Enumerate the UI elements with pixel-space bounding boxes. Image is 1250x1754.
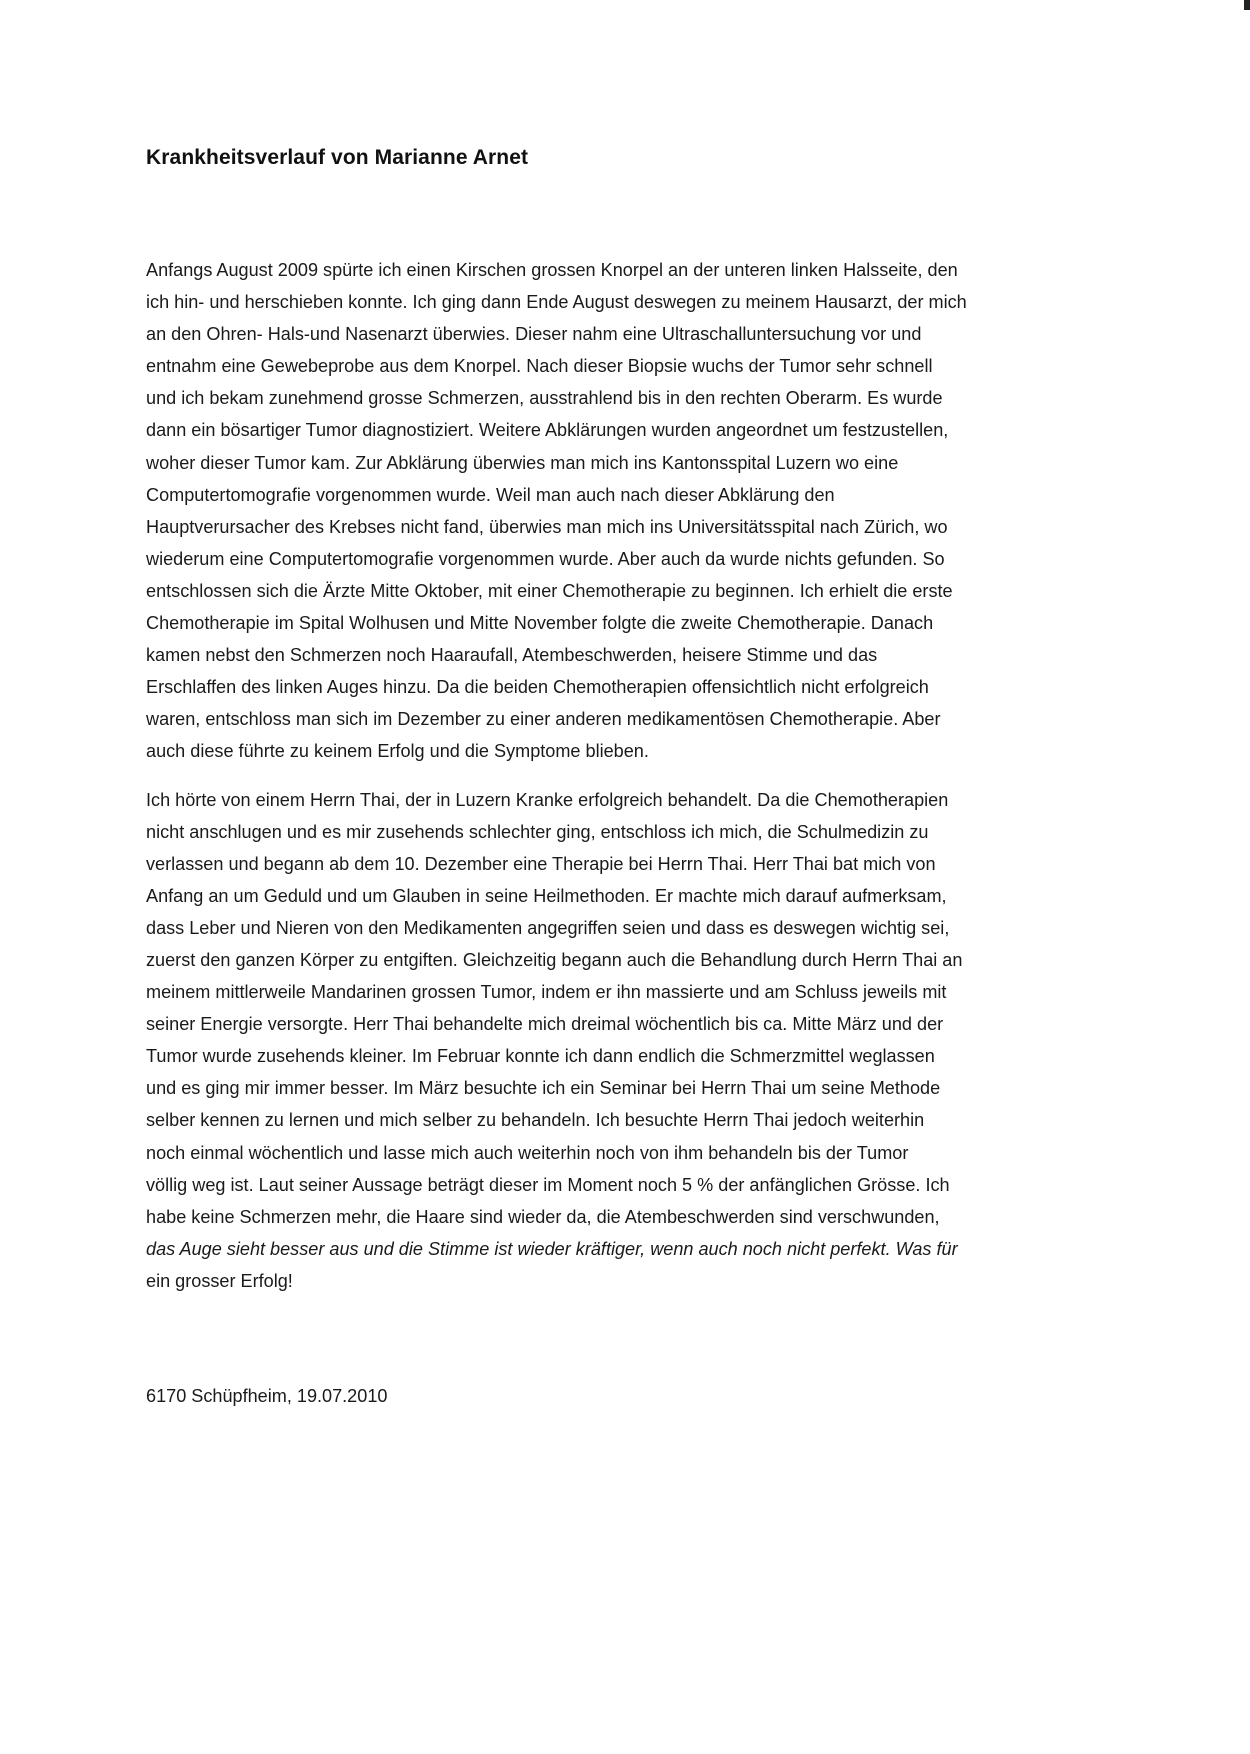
text-line: Tumor wurde zusehends kleiner. Im Februar konnte ich dann endlich die Schmerzmittel weglassen [146, 1046, 935, 1067]
text-line: Anfangs August 2009 spürte ich einen Kirschen grossen Knorpel an der unteren linken Halsseite, den [146, 260, 958, 280]
paragraph-2 [146, 784, 1096, 1298]
place-and-date: 6170 Schüpfheim, 19.07.2010 [146, 1386, 388, 1406]
document-title: Krankheitsverlauf von Marianne Arnet [146, 146, 529, 169]
text-line: Anfang an um Geduld und um Glauben in seine Heilmethoden. Er machte mich darauf aufmerksam, [146, 885, 947, 906]
text-line: verlassen und begann ab dem 10. Dezember eine Therapie bei Herrn Thai. Herr Thai bat mich von [146, 853, 936, 874]
text-line: an den Ohren- Hals-und Nasenarzt überwies. Dieser nahm eine Ultraschalluntersuchung vor und [146, 324, 922, 345]
text-line: ich hin- und herschieben konnte. Ich ging dann Ende August deswegen zu meinem Hausarzt, der mich [146, 292, 967, 313]
text-line: Ich hörte von einem Herrn Thai, der in Luzern Kranke erfolgreich behandelt. Da die Chemotherapien [146, 789, 949, 810]
text-line: waren, entschloss man sich im Dezember zu einer anderen medikamentösen Chemotherapie. Aber [146, 709, 941, 730]
text-line: entnahm eine Gewebeprobe aus dem Knorpel. Nach dieser Biopsie wuchs der Tumor sehr schnell [146, 356, 933, 377]
text-line: völlig weg ist. Laut seiner Aussage beträgt dieser im Moment noch 5 % der anfänglichen Grösse. Ich [146, 1174, 950, 1195]
text-line: zuerst den ganzen Körper zu entgiften. Gleichzeitig begann auch die Behandlung durch Herrn Thai an [146, 949, 963, 970]
text-line: nicht anschlugen und es mir zusehends schlechter ging, entschloss ich mich, die Schulmedizin zu [146, 821, 929, 842]
text-line: kamen nebst den Schmerzen noch Haaraufall, Atembeschwerden, heisere Stimme und das [146, 645, 878, 666]
text-line: Chemotherapie im Spital Wolhusen und Mitte November folgte die zweite Chemotherapie. Danach [146, 613, 934, 634]
text-line: Computertomografie vorgenommen wurde. Weil man auch nach dieser Abklärung den [146, 484, 835, 505]
text-line: das Auge sieht besser aus und die Stimme ist wieder kräftiger, wenn auch noch nicht perfekt. Was für [146, 1238, 958, 1259]
text-line: selber kennen zu lernen und mich selber zu behandeln. Ich besuchte Herrn Thai jedoch weiterhin [146, 1110, 925, 1131]
text-line: Erschlaffen des linken Auges hinzu. Da die beiden Chemotherapien offensichtlich nicht erfolgreich [146, 677, 929, 698]
document-body [146, 254, 1096, 1297]
text-line: dass Leber und Nieren von den Medikamenten angegriffen seien und dass es deswegen wichtig sei, [146, 917, 950, 938]
scan-edge-mark [1244, 0, 1250, 10]
text-line: seiner Energie versorgte. Herr Thai behandelte mich dreimal wöchentlich bis ca. Mitte März und der [146, 1014, 944, 1035]
text-line: Hauptverursacher des Krebses nicht fand, überwies man mich ins Universitätsspital nach Zürich, wo [146, 516, 948, 537]
text-line: entschlossen sich die Ärzte Mitte Oktober, mit einer Chemotherapie zu beginnen. Ich erhielt die erste [146, 580, 953, 601]
text-line: dann ein bösartiger Tumor diagnostiziert. Weitere Abklärungen wurden angeordnet um festzustellen, [146, 420, 949, 441]
text-line: und es ging mir immer besser. Im März besuchte ich ein Seminar bei Herrn Thai um seine Methode [146, 1078, 941, 1099]
text-line: habe keine Schmerzen mehr, die Haare sind wieder da, die Atembeschwerden sind verschwunden, [146, 1206, 940, 1227]
text-line: noch einmal wöchentlich und lasse mich auch weiterhin noch von ihm behandeln bis der Tumor [146, 1142, 909, 1163]
text-line: meinem mittlerweile Mandarinen grossen Tumor, indem er ihn massierte und am Schluss jeweils mit [146, 982, 947, 1003]
text-line: und ich bekam zunehmend grosse Schmerzen, ausstrahlend bis in den rechten Oberarm. Es wurde [146, 388, 943, 409]
text-line: wiederum eine Computertomografie vorgenommen wurde. Aber auch da wurde nichts gefunden. So [146, 548, 945, 569]
paragraph-1 [146, 254, 1096, 768]
text-line: ein grosser Erfolg! [146, 1270, 293, 1291]
text-line: auch diese führte zu keinem Erfolg und die Symptome blieben. [146, 741, 649, 762]
text-line: woher dieser Tumor kam. Zur Abklärung überwies man mich ins Kantonsspital Luzern wo eine [146, 452, 899, 473]
